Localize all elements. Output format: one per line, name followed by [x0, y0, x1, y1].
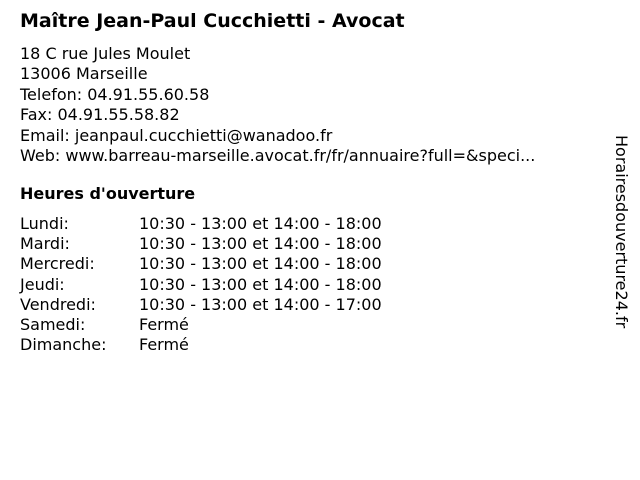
hours-row-saturday	[20, 315, 382, 335]
hours-row-sunday	[20, 335, 382, 355]
day-label: Vendredi:	[20, 294, 96, 314]
site-watermark: Horairesdouverture24.fr	[612, 135, 631, 329]
day-label: Dimanche:	[20, 335, 107, 355]
day-hours: Fermé	[139, 315, 189, 335]
email-address: Email: jeanpaul.cucchietti@wanadoo.fr	[20, 125, 333, 145]
opening-hours-table	[20, 214, 382, 355]
address-street: 18 C rue Jules Moulet	[20, 44, 191, 63]
hours-row-tuesday	[20, 234, 382, 254]
opening-hours-heading: Heures d'ouverture	[20, 184, 196, 203]
hours-row-thursday	[20, 275, 382, 295]
day-hours: 10:30 - 13:00 et 14:00 - 17:00	[139, 294, 382, 314]
day-label: Jeudi:	[20, 274, 65, 294]
hours-row-wednesday	[20, 254, 382, 274]
page-title: Maître Jean-Paul Cucchietti - Avocat	[20, 10, 405, 32]
fax-number: Fax: 04.91.55.58.82	[20, 105, 180, 125]
day-label: Mardi:	[20, 234, 70, 254]
day-hours: Fermé	[139, 335, 189, 355]
day-hours: 10:30 - 13:00 et 14:00 - 18:00	[139, 274, 382, 294]
contact-info	[20, 44, 535, 166]
day-label: Samedi:	[20, 315, 86, 335]
day-hours: 10:30 - 13:00 et 14:00 - 18:00	[139, 234, 382, 254]
day-hours: 10:30 - 13:00 et 14:00 - 18:00	[139, 214, 382, 233]
address-city: 13006 Marseille	[20, 64, 148, 84]
day-hours: 10:30 - 13:00 et 14:00 - 18:00	[139, 254, 382, 274]
day-label: Mercredi:	[20, 254, 95, 274]
website-url: Web: www.barreau-marseille.avocat.fr/fr/annuaire?full=&speci...	[20, 146, 536, 166]
hours-row-monday	[20, 214, 382, 234]
phone-number: Telefon: 04.91.55.60.58	[20, 84, 210, 104]
day-label: Lundi:	[20, 214, 69, 233]
hours-row-friday	[20, 295, 382, 315]
